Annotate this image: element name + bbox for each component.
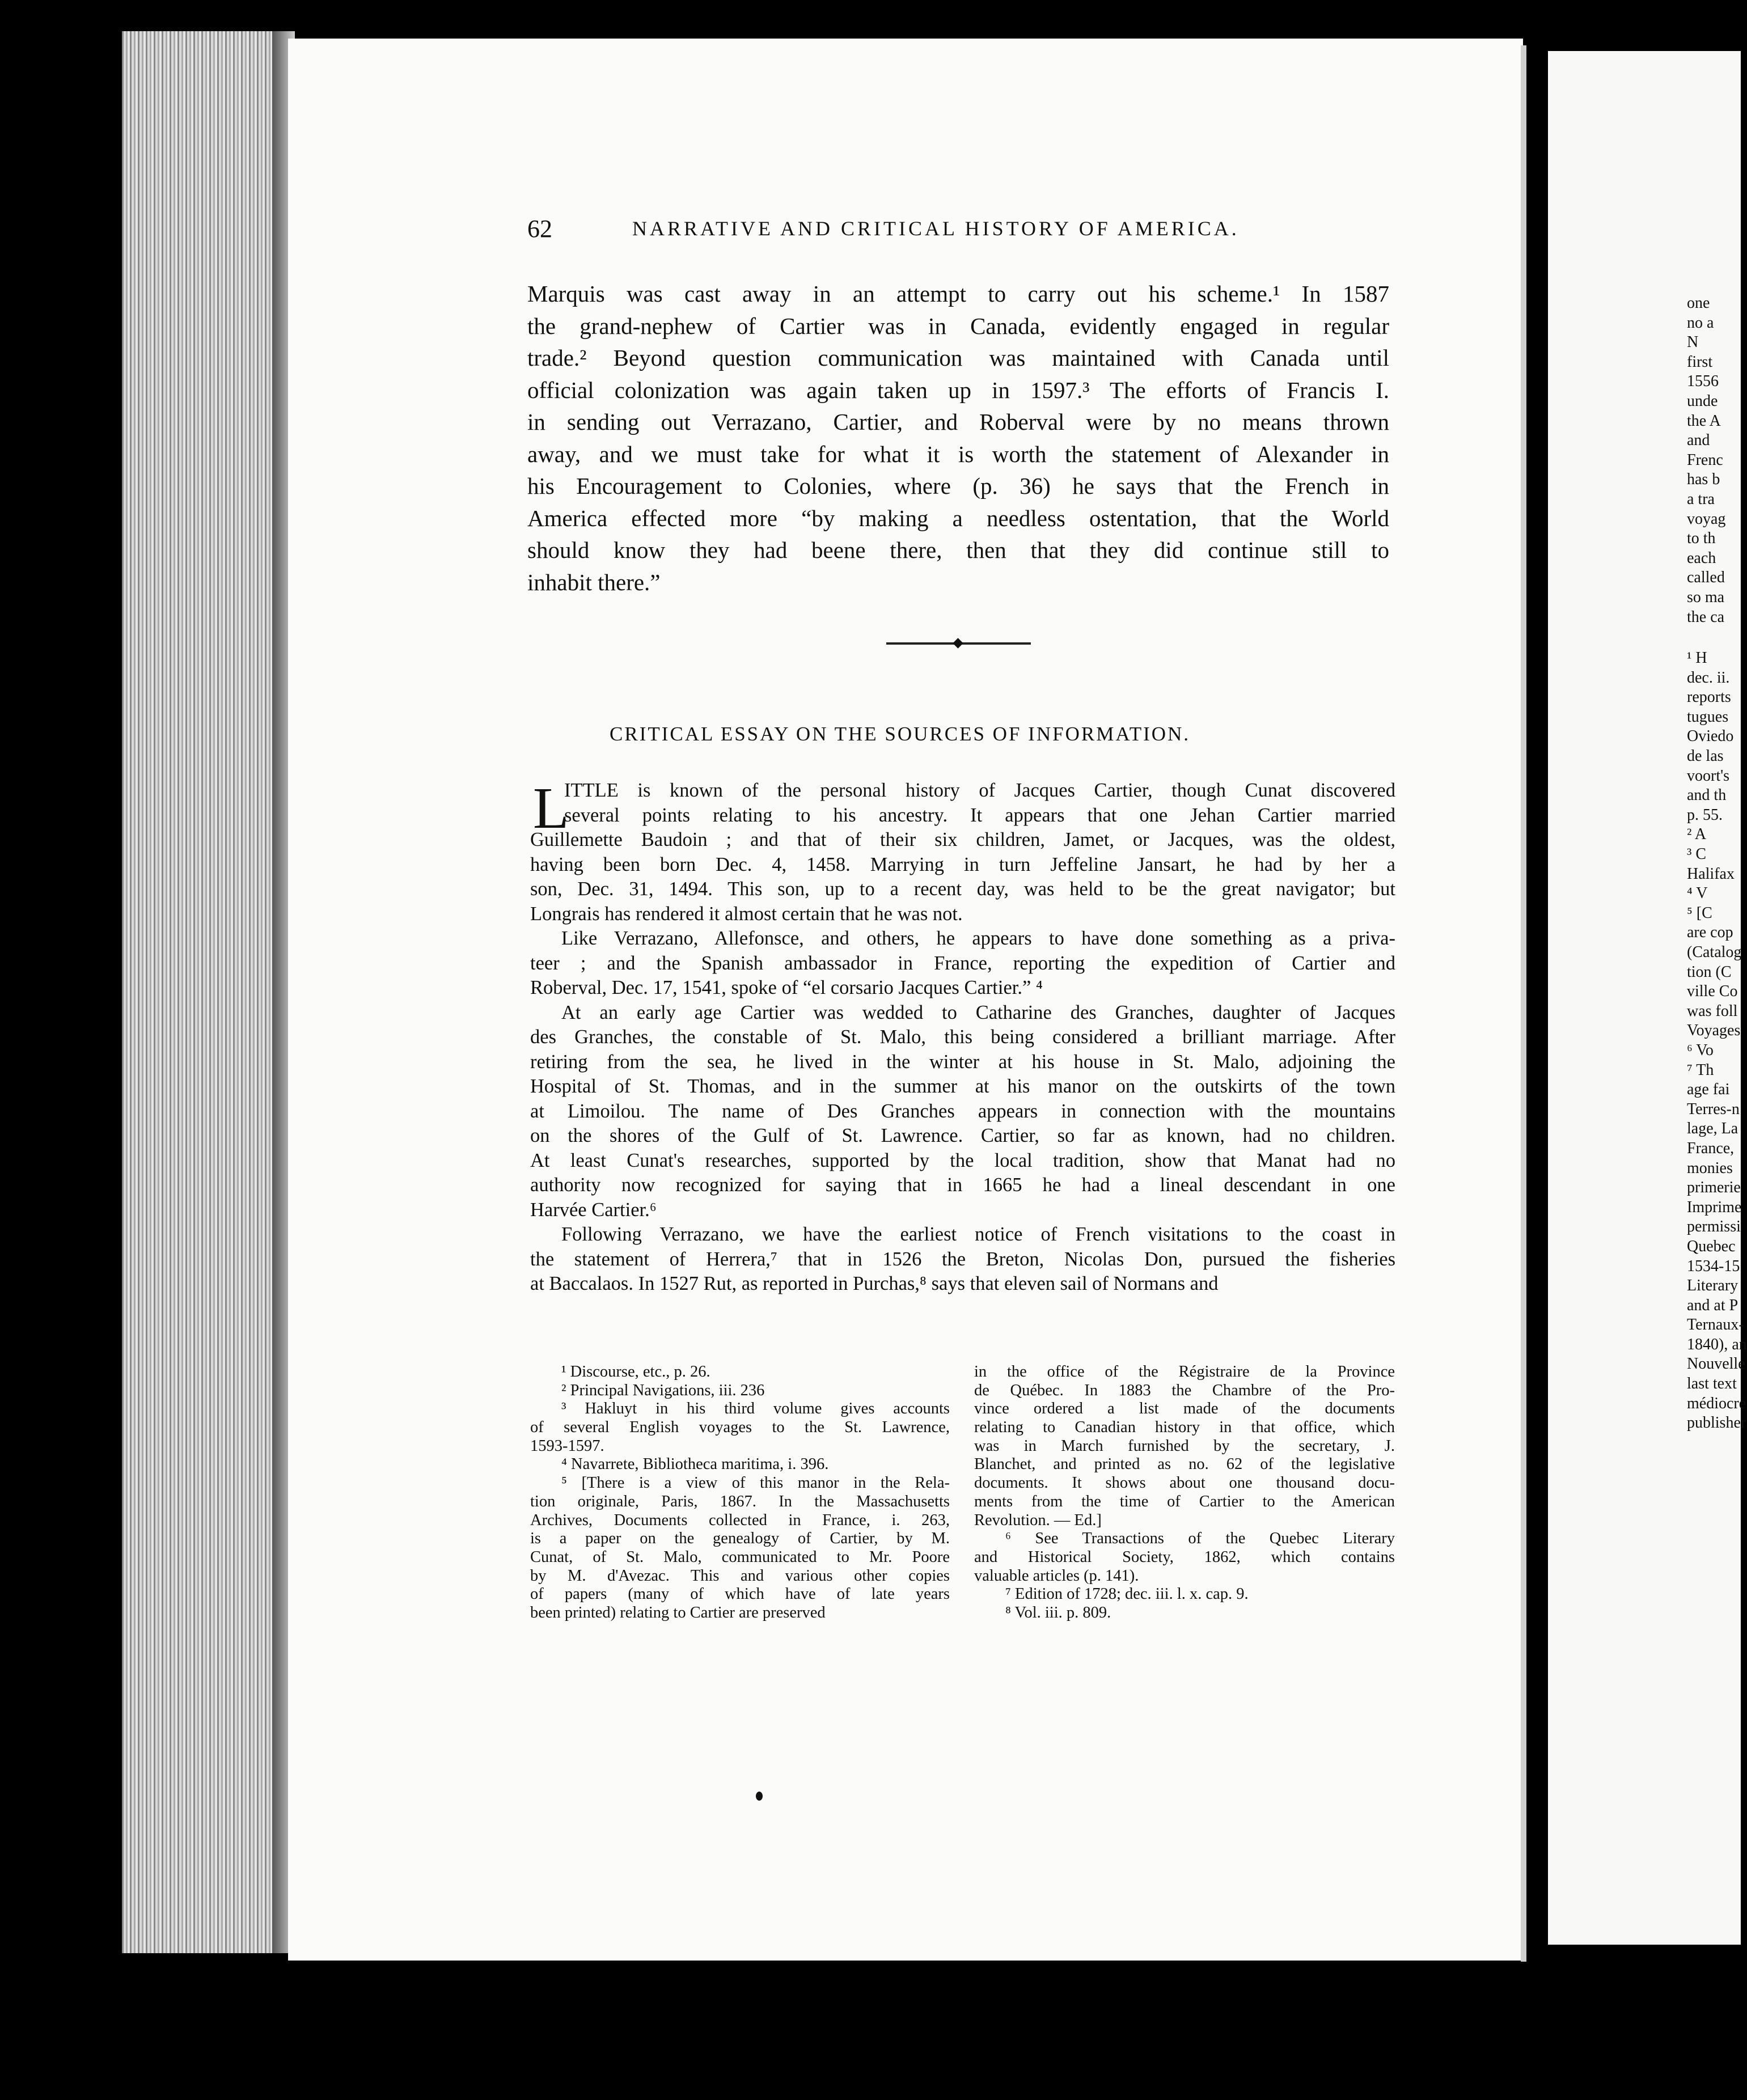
next-page-line: last text	[1687, 1375, 1737, 1393]
next-page-line: the ca	[1687, 608, 1725, 626]
text-line: retiring from the sea, he lived in the winter at his house in St. Malo, adjoining the	[530, 1051, 1395, 1073]
text-line: ⁷ Edition of 1728; dec. iii. l. x. cap. 9.	[1005, 1585, 1249, 1603]
drop-cap: L	[533, 776, 569, 841]
text-line: in the office of the Régistraire de la Province	[974, 1363, 1395, 1381]
text-line: Marquis was cast away in an attempt to carry out his scheme.¹ In 1587	[527, 281, 1389, 307]
text-line: Revolution. — Ed.]	[974, 1511, 1102, 1529]
next-page-line: ⁴ V	[1687, 884, 1708, 903]
next-page-line: permissi	[1687, 1218, 1741, 1236]
next-page-line: dec. ii.	[1687, 668, 1730, 687]
page-number: 62	[527, 215, 552, 243]
next-page-line: ⁵ [C	[1687, 904, 1712, 922]
text-line: ³ Hakluyt in his third volume gives accounts	[561, 1400, 950, 1418]
text-line: tion originale, Paris, 1867. In the Massachusetts	[530, 1492, 950, 1510]
text-line: should know they had beene there, then that they did continue still to	[527, 537, 1389, 563]
next-page-line: the A	[1687, 412, 1721, 430]
text-line: the statement of Herrera,⁷ that in 1526 the Breton, Nicolas Don, pursued the fisheries	[530, 1248, 1395, 1270]
text-line: and Historical Society, 1862, which contains	[974, 1548, 1395, 1566]
text-line: de Québec. In 1883 the Chambre of the Pro-	[974, 1381, 1395, 1399]
next-page-line: Oviedo	[1687, 727, 1734, 746]
text-line: ments from the time of Cartier to the American	[974, 1492, 1395, 1510]
text-line: is a paper on the genealogy of Cartier, by M.	[530, 1530, 950, 1548]
next-page-line: tugues	[1687, 708, 1729, 726]
next-page-line: to th	[1687, 530, 1716, 548]
text-line: inhabit there.”	[527, 569, 661, 595]
next-page-line: Quebec	[1687, 1237, 1736, 1255]
next-page-line: médiocre	[1687, 1394, 1746, 1412]
text-line: des Granches, the constable of St. Malo, this being considered a brilliant marriage. After	[530, 1026, 1395, 1048]
text-line: at Baccalaos. In 1527 Rut, as reported in Purchas,⁸ says that eleven sail of Normans and	[530, 1273, 1219, 1294]
text-line: America effected more “by making a needless ostentation, that the World	[527, 505, 1389, 531]
text-line: Cunat, of St. Malo, communicated to Mr. Poore	[530, 1548, 950, 1566]
next-page-line: 1840), an	[1687, 1335, 1747, 1353]
next-page-line: Ternaux-	[1687, 1316, 1744, 1334]
next-page-line: 1556	[1687, 372, 1719, 391]
text-line: son, Dec. 31, 1494. This son, up to a recent day, was held to be the great navigator; but	[530, 878, 1395, 900]
next-page-line: ² A	[1687, 825, 1707, 844]
next-page-line: publisher	[1687, 1414, 1746, 1432]
text-line: Harvée Cartier.⁶	[530, 1199, 657, 1221]
text-line: ITTLE is known of the personal history of Jacques Cartier, though Cunat discovered	[564, 780, 1395, 801]
footnotes-left-column	[530, 1363, 950, 1623]
next-page-line: Terres-n	[1687, 1100, 1740, 1118]
next-page-line: ⁷ Th	[1687, 1061, 1714, 1079]
text-line: ² Principal Navigations, iii. 236	[561, 1381, 765, 1399]
next-page-line: first	[1687, 353, 1713, 371]
next-page-line: ville Co	[1687, 983, 1738, 1001]
text-line: of several English voyages to the St. Lawrence,	[530, 1419, 950, 1437]
section-ornament	[886, 638, 1031, 649]
text-line: Like Verrazano, Allefonsce, and others, he appears to have done something as a priva-	[561, 928, 1395, 949]
text-line: At an early age Cartier was wedded to Catharine des Granches, daughter of Jacques	[561, 1001, 1395, 1023]
page-edge	[1521, 45, 1526, 1962]
text-line: by M. d'Avezac. This and various other copies	[530, 1566, 950, 1585]
text-line: valuable articles (p. 141).	[974, 1566, 1139, 1585]
ink-dot	[756, 1792, 763, 1801]
next-page-line: Nouvelle	[1687, 1355, 1745, 1373]
next-page-line: a tra	[1687, 490, 1715, 508]
next-page-line: 1534-15	[1687, 1257, 1740, 1275]
intro-paragraph	[527, 278, 1389, 598]
next-page-line: ¹ H	[1687, 649, 1707, 667]
next-page-line: reports	[1687, 688, 1731, 706]
next-page-fragment	[1548, 51, 1747, 1945]
next-page-line: and th	[1687, 786, 1727, 805]
next-page-line: monies	[1687, 1159, 1733, 1177]
next-page-line: voort's	[1687, 767, 1730, 785]
next-page-line: voyag	[1687, 510, 1726, 528]
next-page-text	[1687, 294, 1747, 1433]
text-line: on the shores of the Gulf of St. Lawrence. Cartier, so far as known, had no children.	[530, 1125, 1395, 1146]
text-line: ⁵ [There is a view of this manor in the Rela-	[561, 1474, 950, 1492]
text-line: his Encouragement to Colonies, where (p. 36) he says that the French in	[527, 473, 1389, 499]
next-page-line: primerie	[1687, 1179, 1741, 1197]
text-line: been printed) relating to Cartier are preserved	[530, 1603, 826, 1621]
next-page-line: N	[1687, 333, 1699, 352]
text-line: official colonization was again taken up in 1597.³ The efforts of Francis I.	[527, 376, 1389, 403]
text-line: relating to Canadian history in that office, which	[974, 1419, 1395, 1437]
text-line: ⁴ Navarrete, Bibliotheca maritima, i. 396.	[561, 1455, 829, 1474]
next-page-line: and	[1687, 431, 1710, 450]
text-line: having been born Dec. 4, 1458. Marrying in turn Jeffeline Jansart, he had by her a	[530, 853, 1395, 875]
next-page-line: Halifax	[1687, 865, 1735, 883]
text-line: Following Verrazano, we have the earliest notice of French visitations to the coast in	[561, 1223, 1395, 1245]
next-page-line: has b	[1687, 471, 1720, 489]
running-title: NARRATIVE AND CRITICAL HISTORY OF AMERICA.	[632, 217, 1240, 240]
next-page-line: no a	[1687, 314, 1714, 332]
essay-body	[530, 778, 1395, 1297]
text-line: the grand-nephew of Cartier was in Canada, evidently engaged in regular	[527, 312, 1389, 339]
next-page-line: (Catalog	[1687, 943, 1742, 961]
next-page-line: age fai	[1687, 1081, 1730, 1099]
text-line: Longrais has rendered it almost certain that he was not.	[530, 903, 963, 925]
text-line: Guillemette Baudoin ; and that of their six children, Jamet, or Jacques, was the oldest,	[530, 829, 1395, 850]
section-title: CRITICAL ESSAY ON THE SOURCES OF INFORMATION.	[610, 723, 1191, 745]
text-line: in sending out Verrazano, Cartier, and Roberval were by no means thrown	[527, 409, 1389, 435]
text-line: at Limoilou. The name of Des Granches appears in connection with the mountains	[530, 1100, 1395, 1122]
text-line: Hospital of St. Thomas, and in the summer at his manor on the outskirts of the town	[530, 1076, 1395, 1097]
text-line: ⁸ Vol. iii. p. 809.	[1005, 1603, 1111, 1621]
text-line: Archives, Documents collected in France, i. 263,	[530, 1511, 950, 1529]
next-page-line: and at P	[1687, 1296, 1738, 1314]
next-page-line: de las	[1687, 747, 1724, 765]
text-line: vince ordered a list made of the documents	[974, 1400, 1395, 1418]
next-page-line: each	[1687, 549, 1716, 567]
text-line: trade.² Beyond question communication was maintained with Canada until	[527, 345, 1389, 371]
text-line: was in March furnished by the secretary, J.	[974, 1437, 1395, 1455]
text-line: away, and we must take for what it is worth the statement of Alexander in	[527, 441, 1389, 467]
next-page-line: lage, La	[1687, 1120, 1738, 1138]
next-page-line: tion (C	[1687, 963, 1732, 981]
next-page-line: called	[1687, 569, 1725, 587]
diamond-icon	[953, 638, 963, 648]
text-line: ¹ Discourse, etc., p. 26.	[561, 1363, 710, 1381]
footnotes-right-column	[974, 1363, 1395, 1623]
next-page-line: was foll	[1687, 1002, 1738, 1020]
text-line: At least Cunat's researches, supported by the local tradition, show that Manat had no	[530, 1149, 1395, 1171]
next-page-line: ³ C	[1687, 845, 1707, 863]
text-line: authority now recognized for saying that in 1665 he had a lineal descendant in one	[530, 1174, 1395, 1196]
text-line: several points relating to his ancestry. It appears that one Jehan Cartier married	[564, 804, 1395, 826]
next-page-line: Literary	[1687, 1277, 1738, 1295]
text-line: of papers (many of which have of late years	[530, 1585, 950, 1603]
next-page-line: Imprime	[1687, 1198, 1742, 1216]
next-page-line: ⁶ Vo	[1687, 1041, 1714, 1059]
next-page-line: are cop	[1687, 924, 1733, 942]
text-line: ⁶ See Transactions of the Quebec Literary	[1005, 1530, 1395, 1548]
text-line: teer ; and the Spanish ambassador in France, reporting the expedition of Cartier and	[530, 952, 1395, 974]
text-line: Blanchet, and printed as no. 62 of the legislative	[974, 1455, 1395, 1474]
text-line: Roberval, Dec. 17, 1541, spoke of “el corsario Jacques Cartier.” ⁴	[530, 977, 1043, 998]
next-page-line: unde	[1687, 392, 1718, 410]
next-page-line: Frenc	[1687, 451, 1723, 469]
next-page-line: France,	[1687, 1139, 1735, 1157]
text-line: 1593-1597.	[530, 1437, 604, 1455]
book-page-edges	[122, 31, 292, 1953]
next-page-line: Voyages	[1687, 1022, 1741, 1040]
text-line: documents. It shows about one thousand docu-	[974, 1474, 1395, 1492]
next-page-line: p. 55.	[1687, 806, 1723, 824]
next-page-line: one	[1687, 294, 1710, 312]
next-page-line: so ma	[1687, 588, 1725, 606]
